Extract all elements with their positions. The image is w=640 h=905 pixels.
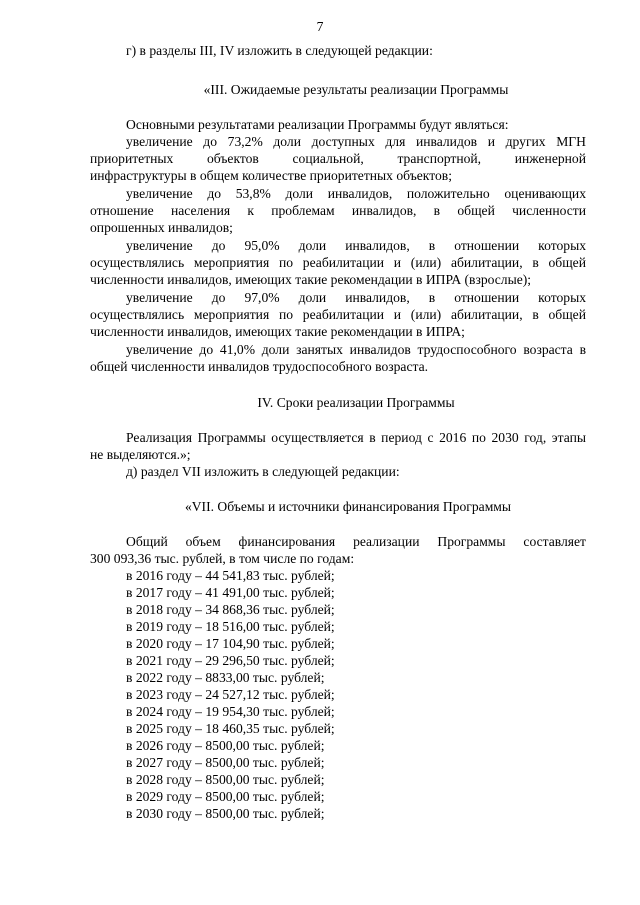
section-4-line-1: Реализация Программы осуществляется в период с 2016 по 2030 год, этапы (126, 430, 586, 445)
funding-year-item: в 2028 году – 8500,00 тыс. рублей; (126, 772, 325, 787)
funding-year-item: в 2023 году – 24 527,12 тыс. рублей; (126, 687, 335, 702)
result-item-1-line-1: увеличение до 73,2% доли доступных для инвалидов и других МГН (126, 134, 586, 149)
funding-year-item: в 2018 году – 34 868,36 тыс. рублей; (126, 602, 335, 617)
result-item-3-line-1: увеличение до 95,0% доли инвалидов, в отношении которых (126, 238, 586, 253)
funding-year-item: в 2017 году – 41 491,00 тыс. рублей; (126, 585, 335, 600)
result-item-3-line-3: численности инвалидов, имеющих такие рекомендации в ИПРА (взрослые); (90, 272, 532, 287)
result-item-1-line-2: приоритетных объектов социальной, транспортной, инженерной (90, 151, 586, 166)
result-item-4-line-3: численности инвалидов, имеющих такие рекомендации в ИПРА; (90, 324, 465, 339)
funding-year-item: в 2026 году – 8500,00 тыс. рублей; (126, 738, 325, 753)
funding-year-item: в 2021 году – 29 296,50 тыс. рублей; (126, 653, 335, 668)
amendment-d: д) раздел VII изложить в следующей редакции: (126, 464, 400, 479)
section-3-heading: «III. Ожидаемые результаты реализации Программы (203, 82, 509, 97)
funding-year-item: в 2030 году – 8500,00 тыс. рублей; (126, 806, 325, 821)
result-item-4-line-2: осуществлялись мероприятия по реабилитации и (или) абилитации, в общей (90, 307, 586, 322)
amendment-g: г) в разделы III, IV изложить в следующей редакции: (126, 43, 433, 58)
section-7-line-1: Общий объем финансирования реализации Программы составляет (126, 534, 586, 549)
result-item-1-line-3: инфраструктуры в общем количестве приоритетных объектов; (90, 168, 452, 183)
result-item-2-line-1: увеличение до 53,8% доли инвалидов, положительно оценивающих (126, 186, 586, 201)
result-item-5-line-2: общей численности инвалидов трудоспособного возраста. (90, 359, 429, 374)
result-item-5-line-1: увеличение до 41,0% доли занятых инвалидов трудоспособного возраста в (126, 342, 586, 357)
section-3-lead: Основными результатами реализации Программы будут являться: (126, 117, 509, 132)
result-item-3-line-2: осуществлялись мероприятия по реабилитации и (или) абилитации, в общей (90, 255, 586, 270)
section-7-line-2: 300 093,36 тыс. рублей, в том числе по годам: (90, 551, 355, 566)
result-item-2-line-3: опрошенных инвалидов; (90, 220, 233, 235)
section-7-heading: «VII. Объемы и источники финансирования Программы (184, 499, 512, 514)
funding-year-item: в 2019 году – 18 516,00 тыс. рублей; (126, 619, 335, 634)
funding-year-item: в 2027 году – 8500,00 тыс. рублей; (126, 755, 325, 770)
result-item-2-line-2: отношение населения к проблемам инвалидов, в общей численности (90, 203, 586, 218)
funding-year-item: в 2025 году – 18 460,35 тыс. рублей; (126, 721, 335, 736)
funding-year-item: в 2024 году – 19 954,30 тыс. рублей; (126, 704, 335, 719)
funding-year-item: в 2022 году – 8833,00 тыс. рублей; (126, 670, 325, 685)
section-4-heading: IV. Сроки реализации Программы (257, 395, 455, 410)
funding-year-item: в 2016 году – 44 541,83 тыс. рублей; (126, 568, 335, 583)
result-item-4-line-1: увеличение до 97,0% доли инвалидов, в отношении которых (126, 290, 586, 305)
funding-year-item: в 2029 году – 8500,00 тыс. рублей; (126, 789, 325, 804)
section-4-line-2: не выделяются.»; (90, 447, 191, 462)
funding-year-item: в 2020 году – 17 104,90 тыс. рублей; (126, 636, 335, 651)
page-number: 7 (316, 19, 324, 34)
